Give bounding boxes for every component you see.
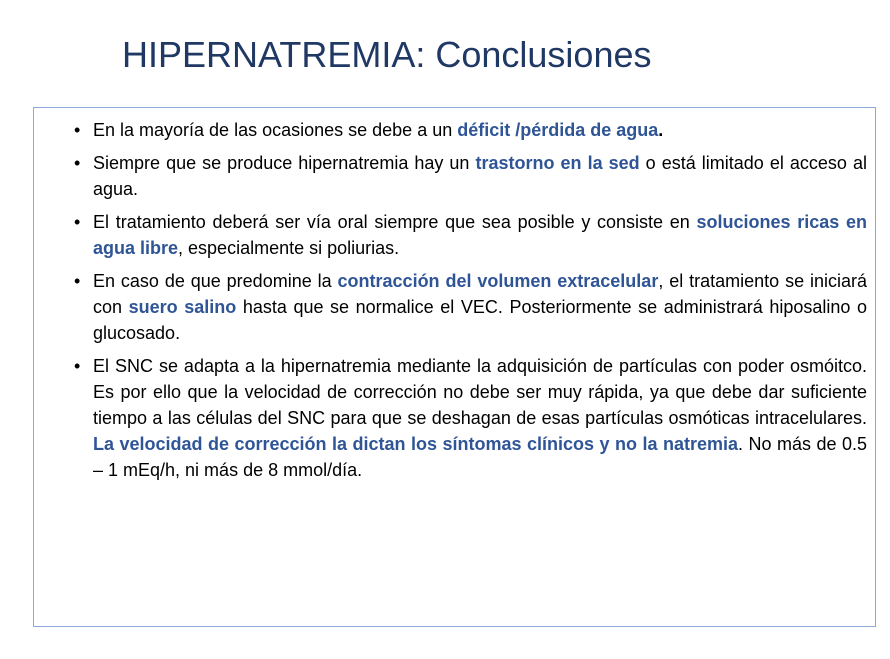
bullet-3-highlight-1: soluciones ricas en agua libre — [93, 212, 868, 258]
bullet-4-highlight-1: contracción del volumen extracelular — [337, 271, 659, 291]
bullet-list — [74, 117, 867, 490]
bullet-item-4 — [74, 268, 867, 346]
bullet-dot-icon: • — [74, 212, 81, 232]
bullet-1-highlight-1: déficit /pérdida de agua — [457, 120, 659, 140]
bullet-2-text-1: Siempre que se produce hipernatremia hay un — [93, 153, 476, 173]
bullet-1-text-2: . — [658, 120, 664, 140]
bullet-dot-icon: • — [74, 271, 81, 291]
bullet-4-highlight-2: suero salino — [128, 297, 237, 317]
bullet-2-text-2: o está limitado el acceso al agua. — [93, 153, 867, 199]
bullet-item-2 — [74, 150, 867, 202]
bullet-item-5 — [74, 353, 867, 483]
bullet-dot-icon: • — [74, 120, 81, 140]
bullet-2-highlight-1: trastorno en la sed — [475, 153, 640, 173]
bullet-5-highlight-1: La velocidad de corrección la dictan los síntomas clínicos y no la natremia — [93, 434, 738, 454]
bullet-item-1 — [74, 117, 867, 143]
bullet-4-text-1: En caso de que predomine la — [93, 271, 338, 291]
bullet-dot-icon: • — [74, 153, 81, 173]
bullet-4-text-3: hasta que se normalice el VEC. Posteriormente se administrará hiposalino o glucosado. — [93, 297, 867, 343]
bullet-1-text-1: En la mayoría de las ocasiones se debe a un — [93, 120, 458, 140]
bullet-5-text-1: El SNC se adapta a la hipernatremia mediante la adquisición de partículas con poder osmóitco. Es por ello que la velocidad de corrección no debe ser muy rápida, ya que debe dar suficiente tiempo a las células del SNC para que se deshagan de esas partículas osmóticas intracelulares. — [93, 356, 867, 428]
bullet-5-text-2: . No más de 0.5 – 1 mEq/h, ni más de 8 mmol/día. — [93, 434, 867, 480]
bullet-3-text-1: El tratamiento deberá ser vía oral siempre que sea posible y consiste en — [93, 212, 697, 232]
bullet-item-3 — [74, 209, 867, 261]
bullet-4-text-2: , el tratamiento se iniciará con — [93, 271, 867, 317]
bullet-dot-icon: • — [74, 356, 81, 376]
bullet-3-text-2: , especialmente si poliurias. — [178, 238, 400, 258]
slide-title: HIPERNATREMIA: Conclusiones — [122, 34, 652, 75]
